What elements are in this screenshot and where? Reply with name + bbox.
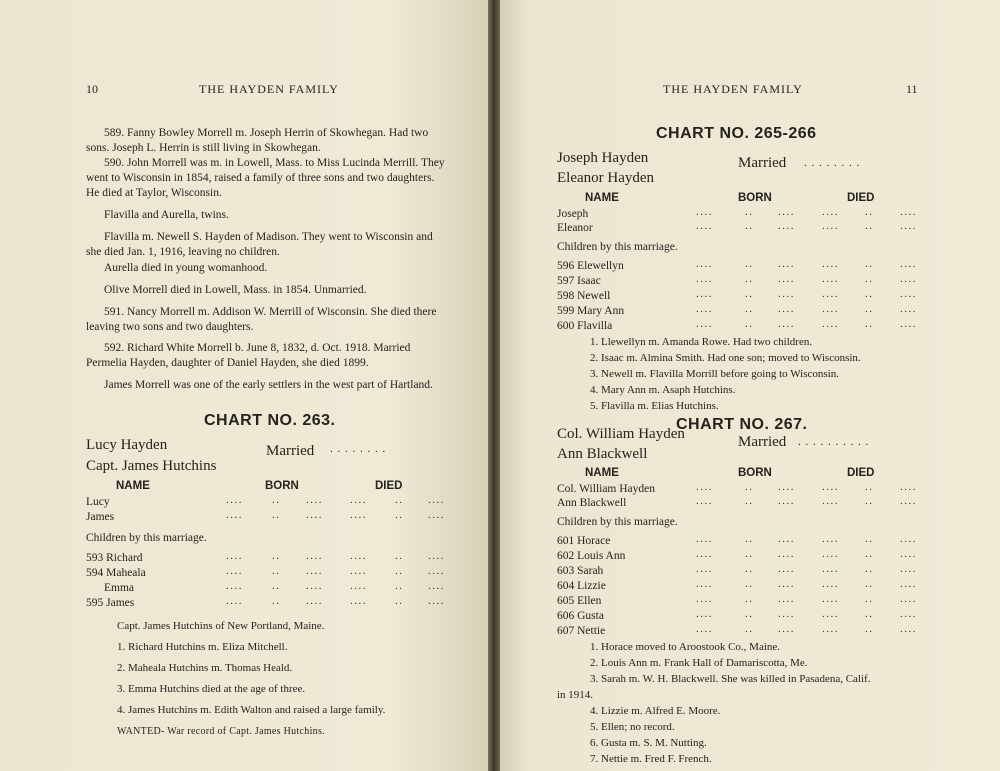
dot-leader: .. [865,563,874,575]
chart-title: CHART NO. 265-266 [656,125,817,142]
table-row-name: 600 Flavilla [557,320,613,332]
table-row-name: 596 Elewellyn [557,260,624,272]
dot-leader: .... [778,288,795,300]
dot-leader: .. [272,580,281,592]
married-date-dots: . . . . . . . . . . [798,436,870,448]
dot-leader: .... [900,206,917,218]
dot-leader: .... [900,563,917,575]
table-row-heading: Children by this marriage. [557,516,678,528]
dot-leader: .... [822,220,839,232]
dot-leader: .... [900,623,917,635]
dot-leader: .. [272,565,281,577]
dot-leader: .... [900,288,917,300]
chart-note: 4. Mary Ann m. Asaph Hutchins. [590,384,736,396]
dot-leader: .. [865,258,874,270]
dot-leader: .. [272,550,281,562]
dot-leader: .... [822,608,839,620]
column-name-header: NAME [116,480,150,492]
dot-leader: .. [865,623,874,635]
dot-leader: .... [900,578,917,590]
dot-leader: .. [745,318,754,330]
dot-leader: .... [226,509,243,521]
dot-leader: .... [696,273,713,285]
parent-1: Lucy Hayden [86,437,168,453]
parent-2: Ann Blackwell [557,446,648,462]
table-row-name: Emma [104,582,135,594]
dot-leader: .. [865,288,874,300]
dot-leader: .... [226,580,243,592]
dot-leader: .... [900,481,917,493]
chart-note: 2. Maheala Hutchins m. Thomas Heald. [117,662,293,674]
chart-note: in 1914. [557,689,594,701]
table-row-heading: Children by this marriage. [557,241,678,253]
paragraph-591: 591. Nancy Morrell m. Addison W. Merrill of Wisconsin. She died there leaving two sons and two daughters. [86,306,437,333]
dot-leader: .... [900,608,917,620]
dot-leader: .... [350,595,367,607]
page-number: 11 [906,82,918,96]
dot-leader: .. [395,595,404,607]
dot-leader: .. [272,509,281,521]
dot-leader: .... [900,273,917,285]
column-born-header: BORN [738,192,772,204]
dot-leader: .... [428,509,445,521]
dot-leader: .... [822,318,839,330]
dot-leader: .... [696,481,713,493]
dot-leader: .... [696,258,713,270]
dot-leader: .... [350,509,367,521]
table-row-name: Lucy [86,496,110,508]
dot-leader: .... [900,548,917,560]
column-name-header: NAME [585,192,619,204]
paragraph-olive: Olive Morrell died in Lowell, Mass. in 1854. Unmarried. [104,284,367,296]
dot-leader: .... [778,623,795,635]
chart-note: 5. Flavilla m. Elias Hutchins. [590,400,719,412]
running-header: THE HAYDEN FAMILY [199,82,339,96]
dot-leader: .... [900,495,917,507]
parent-2: Eleanor Hayden [557,170,655,186]
dot-leader: .... [428,494,445,506]
married-label: Married [738,434,787,450]
dot-leader: .... [696,593,713,605]
book-gutter [488,0,500,771]
dot-leader: .... [350,580,367,592]
dot-leader: .... [696,623,713,635]
dot-leader: .. [745,533,754,545]
table-row-name: 603 Sarah [557,565,604,577]
dot-leader: .... [696,220,713,232]
chart-note: 1. Llewellyn m. Amanda Rowe. Had two children. [590,336,813,348]
dot-leader: .. [745,563,754,575]
parent-2: Capt. James Hutchins [86,458,217,474]
chart-title: CHART NO. 267. [676,416,808,433]
dot-leader: .... [778,273,795,285]
dot-leader: .... [428,550,445,562]
dot-leader: .... [822,303,839,315]
dot-leader: .. [745,578,754,590]
dot-leader: .... [778,303,795,315]
table-row-name: 605 Ellen [557,595,602,607]
table-row-name: 594 Maheala [86,567,146,579]
dot-leader: .... [226,565,243,577]
chart-note: 4. James Hutchins m. Edith Walton and raised a large family. [117,704,386,716]
dot-leader: .... [696,318,713,330]
dot-leader: .... [306,509,323,521]
chart-note: 2. Isaac m. Almina Smith. Had one son; moved to Wisconsin. [590,352,861,364]
dot-leader: .. [395,494,404,506]
dot-leader: .... [822,593,839,605]
paragraph-flavilla: Flavilla m. Newell S. Hayden of Madison. They went to Wisconsin and she died Jan. 1, 1916, leaving no children. [86,231,433,258]
married-label: Married [738,155,787,171]
dot-leader: .. [865,318,874,330]
dot-leader: .... [696,206,713,218]
dot-leader: .. [865,608,874,620]
dot-leader: .... [306,494,323,506]
dot-leader: .... [900,318,917,330]
right-page [500,0,1000,771]
table-row-name: Joseph [557,208,589,220]
dot-leader: .. [865,495,874,507]
dot-leader: .... [778,495,795,507]
table-row-name: 598 Newell [557,290,611,302]
dot-leader: .... [696,303,713,315]
table-row-name: 595 James [86,597,135,609]
dot-leader: .. [865,206,874,218]
dot-leader: .... [696,495,713,507]
dot-leader: .. [745,593,754,605]
dot-leader: .... [696,563,713,575]
dot-leader: .. [745,608,754,620]
dot-leader: .. [865,578,874,590]
dot-leader: .. [865,533,874,545]
dot-leader: .. [272,494,281,506]
parent-1: Joseph Hayden [557,150,649,166]
dot-leader: .. [395,509,404,521]
chart-note: 3. Emma Hutchins died at the age of three. [117,683,306,695]
chart-note: 4. Lizzie m. Alfred E. Moore. [590,705,721,717]
table-row-name: 599 Mary Ann [557,305,625,317]
dot-leader: .... [696,608,713,620]
dot-leader: .. [865,273,874,285]
chart-note: 3. Sarah m. W. H. Blackwell. She was killed in Pasadena, Calif. [590,673,871,685]
dot-leader: .. [745,288,754,300]
dot-leader: .... [822,533,839,545]
column-died-header: DIED [375,480,403,492]
dot-leader: .... [350,565,367,577]
table-row-name: 606 Gusta [557,610,604,622]
dot-leader: .. [865,220,874,232]
chart-note: Capt. James Hutchins of New Portland, Maine. [117,620,325,632]
chart-note-wanted: WANTED- War record of Capt. James Hutchins. [117,726,325,737]
column-died-header: DIED [847,467,875,479]
chart-note: 1. Horace moved to Aroostook Co., Maine. [590,641,781,653]
chart-note: 7. Nettie m. Fred F. French. [590,753,712,765]
chart-note: 6. Gusta m. S. M. Nutting. [590,737,707,749]
parent-1: Col. William Hayden [557,426,685,442]
dot-leader: .... [778,533,795,545]
left-page [0,0,488,771]
dot-leader: .... [778,258,795,270]
dot-leader: .... [696,288,713,300]
dot-leader: .. [395,580,404,592]
dot-leader: .. [865,548,874,560]
dot-leader: .... [428,595,445,607]
dot-leader: .... [822,495,839,507]
dot-leader: .. [745,303,754,315]
column-died-header: DIED [847,192,875,204]
dot-leader: .... [428,565,445,577]
dot-leader: .... [822,273,839,285]
dot-leader: .. [745,495,754,507]
paragraph-592: 592. Richard White Morrell b. June 8, 1832, d. Oct. 1918. Married Permelia Hayden, daughter of Daniel Hayden, she died 1899. [86,342,411,369]
dot-leader: .... [822,623,839,635]
dot-leader: .... [822,578,839,590]
dot-leader: .... [778,548,795,560]
dot-leader: .... [350,494,367,506]
dot-leader: .... [822,481,839,493]
dot-leader: .... [306,595,323,607]
table-row-name: 604 Lizzie [557,580,606,592]
dot-leader: .... [822,548,839,560]
dot-leader: .... [306,550,323,562]
running-header: THE HAYDEN FAMILY [663,82,803,96]
dot-leader: .... [822,258,839,270]
dot-leader: .... [778,563,795,575]
dot-leader: .... [822,288,839,300]
dot-leader: .... [778,578,795,590]
dot-leader: .... [778,318,795,330]
dot-leader: .... [900,593,917,605]
table-row-name: Eleanor [557,222,593,234]
chart-title: CHART NO. 263. [204,412,336,429]
chart-note: 2. Louis Ann m. Frank Hall of Damariscotta, Me. [590,657,808,669]
table-row-name: 601 Horace [557,535,611,547]
page-number: 10 [86,82,98,96]
dot-leader: .... [778,220,795,232]
married-label: Married [266,443,315,459]
dot-leader: .... [822,563,839,575]
column-born-header: BORN [738,467,772,479]
dot-leader: .. [745,220,754,232]
dot-leader: .. [865,303,874,315]
dot-leader: .. [395,565,404,577]
dot-leader: .... [696,548,713,560]
married-date-dots: . . . . . . . . [804,157,861,169]
dot-leader: .... [696,533,713,545]
paragraph-590: 590. John Morrell was m. in Lowell, Mass. to Miss Lucinda Merrill. They went to Wisconsin in 1854, raised a family of three sons and two daughters. He died at Taylor, Wisconsin. [86,157,445,199]
dot-leader: .. [865,593,874,605]
paragraph-james: James Morrell was one of the early settlers in the west part of Hartland. [104,379,433,391]
column-name-header: NAME [585,467,619,479]
chart-note: 1. Richard Hutchins m. Eliza Mitchell. [117,641,288,653]
dot-leader: .. [865,481,874,493]
dot-leader: .. [745,258,754,270]
dot-leader: .. [745,206,754,218]
paragraph-twins: Flavilla and Aurella, twins. [104,209,229,221]
dot-leader: .... [428,580,445,592]
dot-leader: .... [306,580,323,592]
dot-leader: .... [778,206,795,218]
dot-leader: .... [778,608,795,620]
dot-leader: .... [226,550,243,562]
dot-leader: .. [395,550,404,562]
dot-leader: .. [745,481,754,493]
dot-leader: .... [226,494,243,506]
dot-leader: .. [745,273,754,285]
table-row-heading: Children by this marriage. [86,532,207,544]
column-born-header: BORN [265,480,299,492]
table-row-name: 607 Nettie [557,625,606,637]
table-row-name: Ann Blackwell [557,497,627,509]
dot-leader: .... [226,595,243,607]
dot-leader: .... [778,593,795,605]
dot-leader: .. [272,595,281,607]
dot-leader: .... [900,533,917,545]
dot-leader: .... [696,578,713,590]
table-row-name: Col. William Hayden [557,483,656,495]
table-row-name: James [86,511,115,523]
dot-leader: .... [900,303,917,315]
dot-leader: .... [900,258,917,270]
table-row-name: 593 Richard [86,552,143,564]
chart-note: 3. Newell m. Flavilla Morrill before going to Wisconsin. [590,368,839,380]
married-date-dots: . . . . . . . . [330,443,387,455]
dot-leader: .... [822,206,839,218]
dot-leader: .... [778,481,795,493]
dot-leader: .... [306,565,323,577]
table-row-name: 597 Isaac [557,275,601,287]
paragraph-589: 589. Fanny Bowley Morrell m. Joseph Herrin of Skowhegan. Had two sons. Joseph L. Herrin is still living in Skowhegan. [86,127,429,154]
table-row-name: 602 Louis Ann [557,550,626,562]
chart-note: 5. Ellen; no record. [590,721,675,733]
dot-leader: .... [350,550,367,562]
dot-leader: .. [745,623,754,635]
paragraph-aurella: Aurella died in young womanhood. [104,262,268,274]
dot-leader: .... [900,220,917,232]
dot-leader: .. [745,548,754,560]
